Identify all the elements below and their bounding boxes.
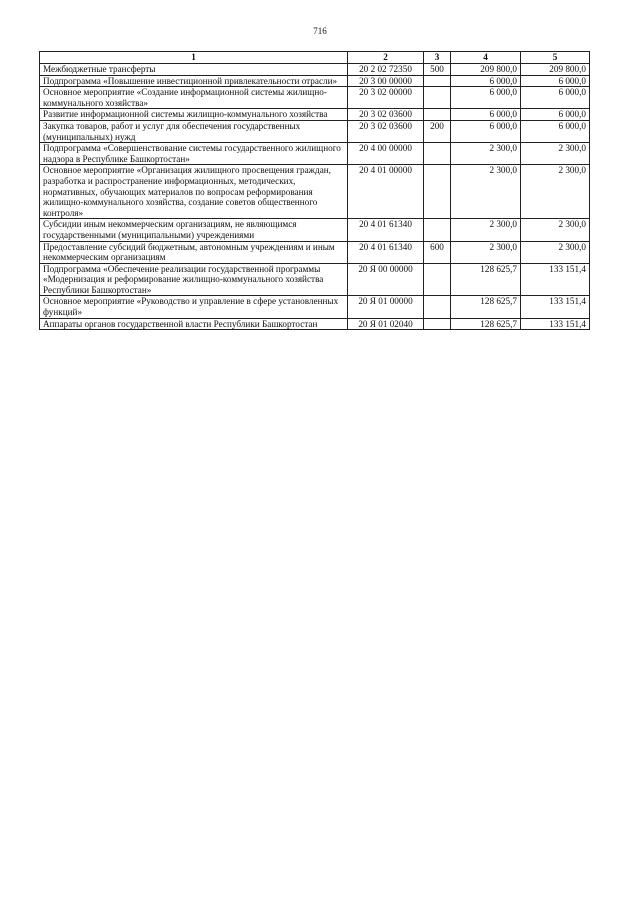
row-code-cell: 20 4 01 61340 — [348, 241, 424, 263]
row-code-cell: 20 Я 01 00000 — [348, 296, 424, 318]
table-row — [40, 165, 590, 219]
row-name-cell: Подпрограмма «Повышение инвестиционной привлекательности отрасли» — [40, 75, 348, 87]
row-amount-col5-cell: 2 300,0 — [521, 165, 590, 219]
row-amount-col5-cell: 2 300,0 — [521, 143, 590, 165]
row-code-cell: 20 Я 01 02040 — [348, 318, 424, 330]
row-name-cell: Субсидии иным некоммерческим организациям, не являющимся государственными (муниципальными) учреждениями — [40, 219, 348, 241]
row-name-cell: Подпрограмма «Обеспечение реализации государственной программы «Модернизация и реформирование жилищно-коммунального хозяйства Республики Башкортостан» — [40, 263, 348, 296]
table-row — [40, 296, 590, 318]
column-header-2: 2 — [348, 52, 424, 64]
row-code-cell: 20 Я 00 00000 — [348, 263, 424, 296]
row-amount-col4-cell: 128 625,7 — [451, 296, 521, 318]
row-expense-type-cell: 200 — [424, 120, 451, 142]
row-code-cell: 20 3 02 03600 — [348, 120, 424, 142]
table-row — [40, 75, 590, 87]
row-name-cell: Развитие информационной системы жилищно-коммунального хозяйства — [40, 109, 348, 121]
row-expense-type-cell — [424, 109, 451, 121]
row-amount-col4-cell: 6 000,0 — [451, 75, 521, 87]
column-header-3: 3 — [424, 52, 451, 64]
row-expense-type-cell — [424, 165, 451, 219]
row-name-cell: Закупка товаров, работ и услуг для обеспечения государственных (муниципальных) нужд — [40, 120, 348, 142]
row-name-cell: Аппараты органов государственной власти Республики Башкортостан — [40, 318, 348, 330]
row-amount-col5-cell: 6 000,0 — [521, 75, 590, 87]
row-name-cell: Межбюджетные трансферты — [40, 64, 348, 76]
row-amount-col5-cell: 6 000,0 — [521, 120, 590, 142]
table-body — [40, 64, 590, 330]
row-code-cell: 20 2 02 72350 — [348, 64, 424, 76]
table-row — [40, 120, 590, 142]
row-expense-type-cell: 500 — [424, 64, 451, 76]
row-amount-col5-cell: 2 300,0 — [521, 241, 590, 263]
row-expense-type-cell: 600 — [424, 241, 451, 263]
row-amount-col5-cell: 2 300,0 — [521, 219, 590, 241]
row-expense-type-cell — [424, 318, 451, 330]
row-amount-col4-cell: 2 300,0 — [451, 165, 521, 219]
row-code-cell: 20 3 00 00000 — [348, 75, 424, 87]
row-amount-col5-cell: 133 151,4 — [521, 296, 590, 318]
row-amount-col5-cell: 209 800,0 — [521, 64, 590, 76]
table-row — [40, 263, 590, 296]
table-row — [40, 109, 590, 121]
row-expense-type-cell — [424, 219, 451, 241]
row-amount-col4-cell: 2 300,0 — [451, 143, 521, 165]
column-header-1: 1 — [40, 52, 348, 64]
row-amount-col4-cell: 128 625,7 — [451, 318, 521, 330]
budget-table — [39, 51, 590, 330]
row-expense-type-cell — [424, 87, 451, 109]
row-name-cell: Основное мероприятие «Создание информационной системы жилищно-коммунального хозяйства» — [40, 87, 348, 109]
row-expense-type-cell — [424, 296, 451, 318]
table-row — [40, 318, 590, 330]
column-header-5: 5 — [521, 52, 590, 64]
row-code-cell: 20 4 01 00000 — [348, 165, 424, 219]
row-amount-col4-cell: 128 625,7 — [451, 263, 521, 296]
row-code-cell: 20 3 02 03600 — [348, 109, 424, 121]
table-row — [40, 87, 590, 109]
row-code-cell: 20 3 02 00000 — [348, 87, 424, 109]
row-expense-type-cell — [424, 263, 451, 296]
row-expense-type-cell — [424, 75, 451, 87]
table-header-row — [40, 52, 590, 64]
row-amount-col4-cell: 209 800,0 — [451, 64, 521, 76]
row-code-cell: 20 4 01 61340 — [348, 219, 424, 241]
page-number: 716 — [313, 26, 327, 36]
row-amount-col4-cell: 6 000,0 — [451, 120, 521, 142]
row-amount-col5-cell: 133 151,4 — [521, 318, 590, 330]
row-amount-col4-cell: 2 300,0 — [451, 219, 521, 241]
row-amount-col5-cell: 133 151,4 — [521, 263, 590, 296]
row-name-cell: Основное мероприятие «Организация жилищного просвещения граждан, разработка и распространение информационных, методических, нормативных, обучающих материалов по вопросам реформирования жилищно-коммунального хозяйства, создание советов общественного контроля» — [40, 165, 348, 219]
row-amount-col4-cell: 6 000,0 — [451, 109, 521, 121]
row-name-cell: Предоставление субсидий бюджетным, автономным учреждениям и иным некоммерческим организациям — [40, 241, 348, 263]
row-name-cell: Подпрограмма «Совершенствование системы государственного жилищного надзора в Республике Башкортостан» — [40, 143, 348, 165]
row-name-cell: Основное мероприятие «Руководство и управление в сфере установленных функций» — [40, 296, 348, 318]
table-row — [40, 64, 590, 76]
row-expense-type-cell — [424, 143, 451, 165]
table-row — [40, 143, 590, 165]
table-row — [40, 241, 590, 263]
row-amount-col5-cell: 6 000,0 — [521, 109, 590, 121]
table-row — [40, 219, 590, 241]
row-amount-col4-cell: 2 300,0 — [451, 241, 521, 263]
row-amount-col4-cell: 6 000,0 — [451, 87, 521, 109]
row-code-cell: 20 4 00 00000 — [348, 143, 424, 165]
column-header-4: 4 — [451, 52, 521, 64]
row-amount-col5-cell: 6 000,0 — [521, 87, 590, 109]
